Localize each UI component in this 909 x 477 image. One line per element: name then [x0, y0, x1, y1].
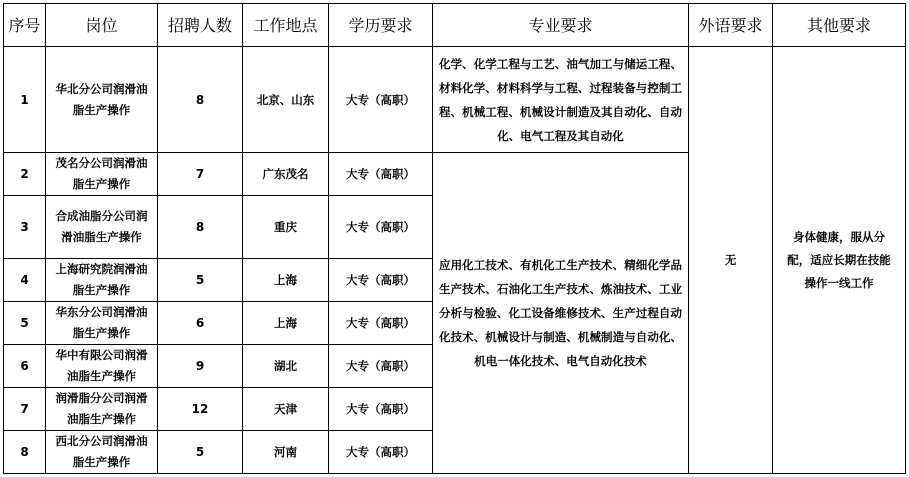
- row-count: 7: [158, 153, 243, 196]
- row-position: 西北分公司润滑油脂生产操作: [46, 431, 158, 474]
- row-education: 大专（高职）: [329, 259, 433, 302]
- table-row: [4, 47, 906, 153]
- header-other: 其他要求: [773, 4, 906, 47]
- row-location: 河南: [243, 431, 329, 474]
- row-no: 6: [4, 345, 46, 388]
- row-position: 上海研究院润滑油脂生产操作: [46, 259, 158, 302]
- row-no: 4: [4, 259, 46, 302]
- row-location: 重庆: [243, 196, 329, 259]
- row-education: 大专（高职）: [329, 431, 433, 474]
- header-foreign-language: 外语要求: [689, 4, 773, 47]
- row-position: 华中有限公司润滑油脂生产操作: [46, 345, 158, 388]
- row-location: 北京、山东: [243, 47, 329, 153]
- row-no: 2: [4, 153, 46, 196]
- row-position: 华北分公司润滑油脂生产操作: [46, 47, 158, 153]
- row-education: 大专（高职）: [329, 153, 433, 196]
- row-count: 6: [158, 302, 243, 345]
- row-position: 茂名分公司润滑油脂生产操作: [46, 153, 158, 196]
- row-location: 上海: [243, 302, 329, 345]
- row-location: 上海: [243, 259, 329, 302]
- row-count: 5: [158, 431, 243, 474]
- recruitment-table: [3, 3, 906, 474]
- row-no: 5: [4, 302, 46, 345]
- row-count: 8: [158, 47, 243, 153]
- row-education: 大专（高职）: [329, 196, 433, 259]
- foreign-language-requirement: 无: [689, 47, 773, 474]
- row-no: 3: [4, 196, 46, 259]
- other-requirement: 身体健康，服从分配，适应长期在技能操作一线工作: [773, 47, 906, 474]
- row-position: 润滑脂分公司润滑油脂生产操作: [46, 388, 158, 431]
- row-location: 湖北: [243, 345, 329, 388]
- row-education: 大专（高职）: [329, 388, 433, 431]
- row-count: 8: [158, 196, 243, 259]
- major-requirement-1: 化学、化学工程与工艺、油气加工与储运工程、材料化学、材料科学与工程、过程装备与控制工程、机械工程、机械设计制造及其自动化、自动化、电气工程及其自动化: [433, 47, 689, 153]
- header-location: 工作地点: [243, 4, 329, 47]
- row-count: 5: [158, 259, 243, 302]
- row-education: 大专（高职）: [329, 302, 433, 345]
- row-education: 大专（高职）: [329, 47, 433, 153]
- row-no: 8: [4, 431, 46, 474]
- header-count: 招聘人数: [158, 4, 243, 47]
- row-no: 7: [4, 388, 46, 431]
- row-location: 天津: [243, 388, 329, 431]
- row-position: 合成油脂分公司润滑油脂生产操作: [46, 196, 158, 259]
- header-position: 岗位: [46, 4, 158, 47]
- row-education: 大专（高职）: [329, 345, 433, 388]
- row-count: 9: [158, 345, 243, 388]
- major-requirement-2: 应用化工技术、有机化工生产技术、精细化学品生产技术、石油化工生产技术、炼油技术、工业分析与检验、化工设备维修技术、生产过程自动化技术、机械设计与制造、机械制造与自动化、机电一体化技术、电气自动化技术: [433, 153, 689, 474]
- row-position: 华东分公司润滑油脂生产操作: [46, 302, 158, 345]
- row-location: 广东茂名: [243, 153, 329, 196]
- header-education: 学历要求: [329, 4, 433, 47]
- row-count: 12: [158, 388, 243, 431]
- row-no: 1: [4, 47, 46, 153]
- header-no: 序号: [4, 4, 46, 47]
- table-header-row: [4, 4, 906, 47]
- header-major: 专业要求: [433, 4, 689, 47]
